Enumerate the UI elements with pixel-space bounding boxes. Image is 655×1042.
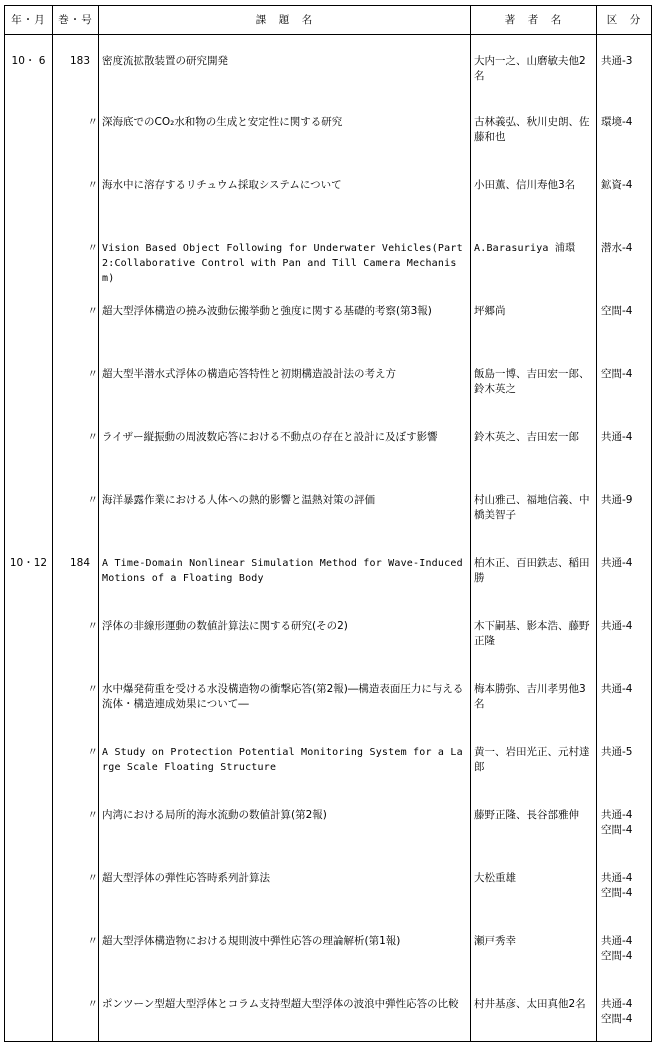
- cell-volume-text: 〃: [87, 179, 98, 191]
- cell-year-month: [5, 604, 53, 667]
- cell-title-text: 深海底でのCO₂水和物の生成と安定性に関する研究: [102, 116, 343, 128]
- cell-category: [597, 667, 652, 730]
- cell-title-text: 超大型浮体の弾性応答時系列計算法: [102, 872, 270, 884]
- cell-volume: [53, 856, 99, 919]
- table-row: [5, 478, 652, 541]
- cell-category: [597, 35, 652, 101]
- cell-volume-text: 〃: [87, 872, 98, 884]
- cell-category: [597, 226, 652, 289]
- cell-year-month: [5, 289, 53, 352]
- cell-volume-text: 〃: [87, 242, 98, 254]
- table-row: [5, 793, 652, 856]
- cell-title: [99, 541, 471, 604]
- cell-category: [597, 982, 652, 1042]
- cell-category-text: 鉱資-4: [601, 179, 633, 191]
- cell-year-month: [5, 541, 53, 604]
- cell-category-text: 共通-4 空間-4: [601, 872, 633, 899]
- cell-year-month: [5, 35, 53, 101]
- cell-year-month: [5, 730, 53, 793]
- table-row: [5, 982, 652, 1042]
- cell-authors-text: 鈴木英之、吉田宏一郎: [474, 431, 579, 443]
- cell-title-text: 超大型半潜水式浮体の構造応答特性と初期構造設計法の考え方: [102, 368, 396, 380]
- cell-volume-text: 〃: [87, 935, 98, 947]
- cell-authors-text: 小田薫、信川寿他3名: [474, 179, 576, 191]
- cell-authors: [471, 100, 597, 163]
- cell-title: [99, 604, 471, 667]
- cell-title: [99, 35, 471, 101]
- cell-title-text: 密度流拡散装置の研究開発: [102, 55, 228, 67]
- cell-category-text: 共通-5: [601, 746, 633, 758]
- cell-volume-text: 〃: [87, 746, 98, 758]
- cell-volume: [53, 604, 99, 667]
- table-row: [5, 35, 652, 101]
- cell-category: [597, 289, 652, 352]
- cell-volume: [53, 100, 99, 163]
- cell-category-text: 共通-4 空間-4: [601, 809, 633, 836]
- cell-title-text: 超大型浮体構造物における規則波中弾性応答の理論解析(第1報): [102, 935, 401, 947]
- cell-category-text: 共通-4 空間-4: [601, 998, 633, 1025]
- header-volume: 巻・号: [53, 6, 99, 35]
- cell-volume: [53, 289, 99, 352]
- table-row: [5, 352, 652, 415]
- cell-year-month: [5, 856, 53, 919]
- cell-title: [99, 856, 471, 919]
- cell-category: [597, 793, 652, 856]
- cell-title: [99, 793, 471, 856]
- cell-category-text: 環境-4: [601, 116, 633, 128]
- cell-category: [597, 730, 652, 793]
- cell-title: [99, 730, 471, 793]
- cell-year-month-text: 10・12: [9, 557, 48, 569]
- cell-volume: [53, 982, 99, 1042]
- cell-authors-text: 柏木正、百田鉄志、稲田勝: [474, 557, 590, 584]
- cell-authors: [471, 478, 597, 541]
- cell-category: [597, 919, 652, 982]
- cell-category-text: 共通-4: [601, 557, 633, 569]
- cell-volume-text: 〃: [87, 431, 98, 443]
- cell-category: [597, 541, 652, 604]
- cell-volume: [53, 415, 99, 478]
- cell-volume-text: 183: [69, 55, 90, 67]
- cell-volume-text: 184: [69, 557, 90, 569]
- cell-year-month: [5, 415, 53, 478]
- cell-category: [597, 163, 652, 226]
- header-authors: 著 者 名: [471, 6, 597, 35]
- cell-category: [597, 856, 652, 919]
- table-row: [5, 415, 652, 478]
- table-row: [5, 289, 652, 352]
- cell-year-month: [5, 163, 53, 226]
- cell-volume-text: 〃: [87, 305, 98, 317]
- cell-authors-text: 村井基彦、太田真他2名: [474, 998, 586, 1010]
- cell-category: [597, 604, 652, 667]
- cell-authors: [471, 982, 597, 1042]
- cell-authors: [471, 604, 597, 667]
- cell-volume-text: 〃: [87, 620, 98, 632]
- cell-authors: [471, 730, 597, 793]
- cell-volume: [53, 793, 99, 856]
- cell-year-month: [5, 982, 53, 1042]
- cell-category-text: 共通-4: [601, 620, 633, 632]
- cell-volume-text: 〃: [87, 494, 98, 506]
- table-row: [5, 604, 652, 667]
- cell-title: [99, 415, 471, 478]
- cell-category-text: 共通-9: [601, 494, 633, 506]
- cell-volume: [53, 730, 99, 793]
- table-row: [5, 163, 652, 226]
- cell-title: [99, 982, 471, 1042]
- cell-authors: [471, 793, 597, 856]
- cell-volume: [53, 35, 99, 101]
- cell-year-month: [5, 478, 53, 541]
- cell-year-month-text: 10・ 6: [11, 55, 46, 67]
- cell-authors-text: 木下嗣基、影本浩、藤野正隆: [474, 620, 590, 647]
- table-row: [5, 100, 652, 163]
- cell-title-text: 浮体の非線形運動の数値計算法に関する研究(その2): [102, 620, 348, 632]
- cell-authors: [471, 415, 597, 478]
- cell-title-text: 超大型浮体構造の撓み波動伝搬挙動と強度に関する基礎的考察(第3報): [102, 305, 432, 317]
- table-row: [5, 730, 652, 793]
- cell-title: [99, 667, 471, 730]
- cell-volume: [53, 919, 99, 982]
- cell-authors-text: 坪郷尚: [474, 305, 506, 317]
- table-row: [5, 856, 652, 919]
- cell-authors: [471, 667, 597, 730]
- cell-authors-text: 村山雅己、福地信義、中橋美智子: [474, 494, 590, 521]
- cell-year-month: [5, 352, 53, 415]
- cell-category: [597, 478, 652, 541]
- cell-title-text: 海洋暴露作業における人体への熱的影響と温熱対策の評価: [102, 494, 375, 506]
- table-row: [5, 541, 652, 604]
- cell-volume-text: 〃: [87, 683, 98, 695]
- cell-title: [99, 289, 471, 352]
- table-row: [5, 667, 652, 730]
- cell-title-text: ポンツーン型超大型浮体とコラム支持型超大型浮体の波浪中弾性応答の比較: [102, 998, 459, 1010]
- cell-authors: [471, 163, 597, 226]
- table-row: [5, 226, 652, 289]
- cell-volume: [53, 478, 99, 541]
- header-year-month: 年・月: [5, 6, 53, 35]
- header-row: [5, 6, 652, 35]
- cell-category: [597, 100, 652, 163]
- cell-year-month: [5, 919, 53, 982]
- cell-authors-text: 藤野正隆、長谷部雅伸: [474, 809, 579, 821]
- cell-title: [99, 478, 471, 541]
- cell-authors-text: 古林義弘、秋川史朗、佐藤和也: [474, 116, 590, 143]
- cell-year-month: [5, 100, 53, 163]
- cell-title: [99, 352, 471, 415]
- cell-authors: [471, 541, 597, 604]
- cell-title-text: A Time-Domain Nonlinear Simulation Method for Wave-Induced Motions of a Floating Body: [102, 558, 463, 584]
- cell-category-text: 潜水-4: [601, 242, 633, 254]
- header-title: 課 題 名: [99, 6, 471, 35]
- cell-year-month: [5, 793, 53, 856]
- cell-title-text: 海水中に溶存するリチュウム採取システムについて: [102, 179, 342, 191]
- cell-title-text: 内湾における局所的海水流動の数値計算(第2報): [102, 809, 327, 821]
- cell-category-text: 共通-3: [601, 55, 633, 67]
- cell-authors: [471, 35, 597, 101]
- cell-title: [99, 919, 471, 982]
- cell-year-month: [5, 226, 53, 289]
- cell-volume: [53, 352, 99, 415]
- cell-authors-text: 大内一之、山磨敏夫他2名: [474, 55, 586, 82]
- cell-authors-text: 大松重雄: [474, 872, 516, 884]
- cell-category-text: 共通-4: [601, 431, 633, 443]
- cell-authors-text: 梅本勝弥、吉川孝男他3名: [474, 683, 586, 710]
- cell-title: [99, 163, 471, 226]
- cell-category-text: 空間-4: [601, 305, 633, 317]
- cell-title: [99, 100, 471, 163]
- cell-authors: [471, 226, 597, 289]
- cell-title-text: Vision Based Object Following for Underwater Vehicles(Part 2:Collaborative Control with Pan and Till Camera Mechanism): [102, 243, 463, 284]
- cell-volume-text: 〃: [87, 116, 98, 128]
- cell-authors: [471, 919, 597, 982]
- cell-category: [597, 352, 652, 415]
- header-category: 区 分: [597, 6, 652, 35]
- publications-table: [4, 5, 652, 1042]
- cell-authors: [471, 352, 597, 415]
- cell-year-month: [5, 667, 53, 730]
- cell-title: [99, 226, 471, 289]
- cell-authors-text: 黄一、岩田光正、元村達郎: [474, 746, 590, 773]
- cell-authors-text: A.Barasuriya 浦環: [474, 243, 576, 254]
- cell-authors: [471, 856, 597, 919]
- cell-category-text: 共通-4: [601, 683, 633, 695]
- cell-category-text: 共通-4 空間-4: [601, 935, 633, 962]
- cell-volume: [53, 541, 99, 604]
- cell-authors: [471, 289, 597, 352]
- cell-title-text: ライザー縦振動の周波数応答における不動点の存在と設計に及ぼす影響: [102, 431, 438, 443]
- table-row: [5, 919, 652, 982]
- cell-authors-text: 瀬戸秀幸: [474, 935, 516, 947]
- cell-volume: [53, 226, 99, 289]
- cell-volume: [53, 667, 99, 730]
- cell-category: [597, 415, 652, 478]
- cell-volume-text: 〃: [87, 368, 98, 380]
- cell-volume-text: 〃: [87, 809, 98, 821]
- cell-title-text: A Study on Protection Potential Monitoring System for a Large Scale Floating Structure: [102, 747, 463, 773]
- cell-volume-text: 〃: [87, 998, 98, 1010]
- cell-authors-text: 飯島一博、吉田宏一郎、鈴木英之: [474, 368, 590, 395]
- cell-category-text: 空間-4: [601, 368, 633, 380]
- cell-volume: [53, 163, 99, 226]
- cell-title-text: 水中爆発荷重を受ける水没構造物の衝撃応答(第2報)―構造表面圧力に与える流体・構造連成効果について―: [102, 683, 464, 710]
